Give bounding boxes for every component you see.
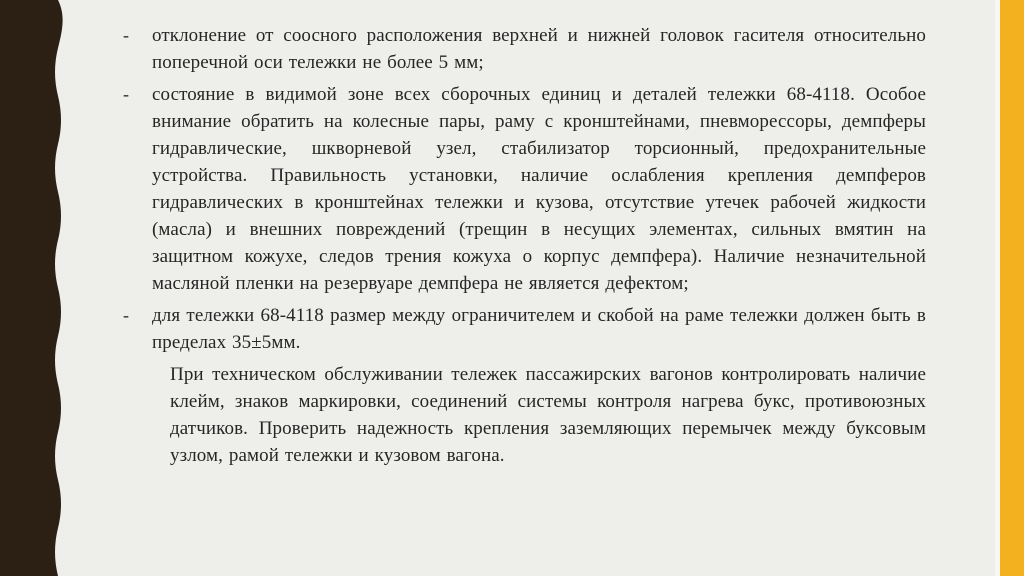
left-wavy-band bbox=[0, 0, 92, 576]
bullet-marker: - bbox=[123, 25, 129, 45]
slide-content bbox=[118, 22, 926, 542]
bullet-marker: - bbox=[123, 84, 129, 104]
body-paragraph: При техническом обслуживании тележек пассажирских вагонов контролировать наличие клейм, знаков маркировки, соединений системы контроля нагрева букс, противоюзных датчиков. Проверить надежность крепления заземляющих перемычек между буксовым узлом, рамой тележки и кузовом вагона. bbox=[170, 364, 926, 466]
bullet-text: для тележки 68-4118 размер между ограничителем и скобой на раме тележки должен быть в пределах 35±5мм. bbox=[152, 305, 926, 353]
bullet-item bbox=[118, 81, 926, 297]
bullet-item bbox=[118, 302, 926, 356]
right-accent-band bbox=[1000, 0, 1024, 576]
bullet-marker: - bbox=[123, 305, 129, 325]
bullet-text: состояние в видимой зоне всех сборочных единиц и деталей тележки 68-4118. Особое внимание обратить на колесные пары, раму с кронштейнами, пневморессоры, демпферы гидравлические, шкворневой узел, стабилизатор торсионный, предохранительные устройства. Правильность установки, наличие ослабления крепления демпферов гидравлических в кронштейнах тележки и кузова, отсутствие утечек рабочей жидкости (масла) и внешних повреждений (трещин в несущих элементах, сильных вмятин на защитном кожухе, следов трения кожуха о корпус демпфера). Наличие незначительной масляной пленки на резервуаре демпфера не является дефектом; bbox=[152, 84, 926, 294]
bullet-item bbox=[118, 22, 926, 76]
bullet-text: отклонение от соосного расположения верхней и нижней головок гасителя относительно поперечной оси тележки не более 5 мм; bbox=[152, 25, 926, 73]
